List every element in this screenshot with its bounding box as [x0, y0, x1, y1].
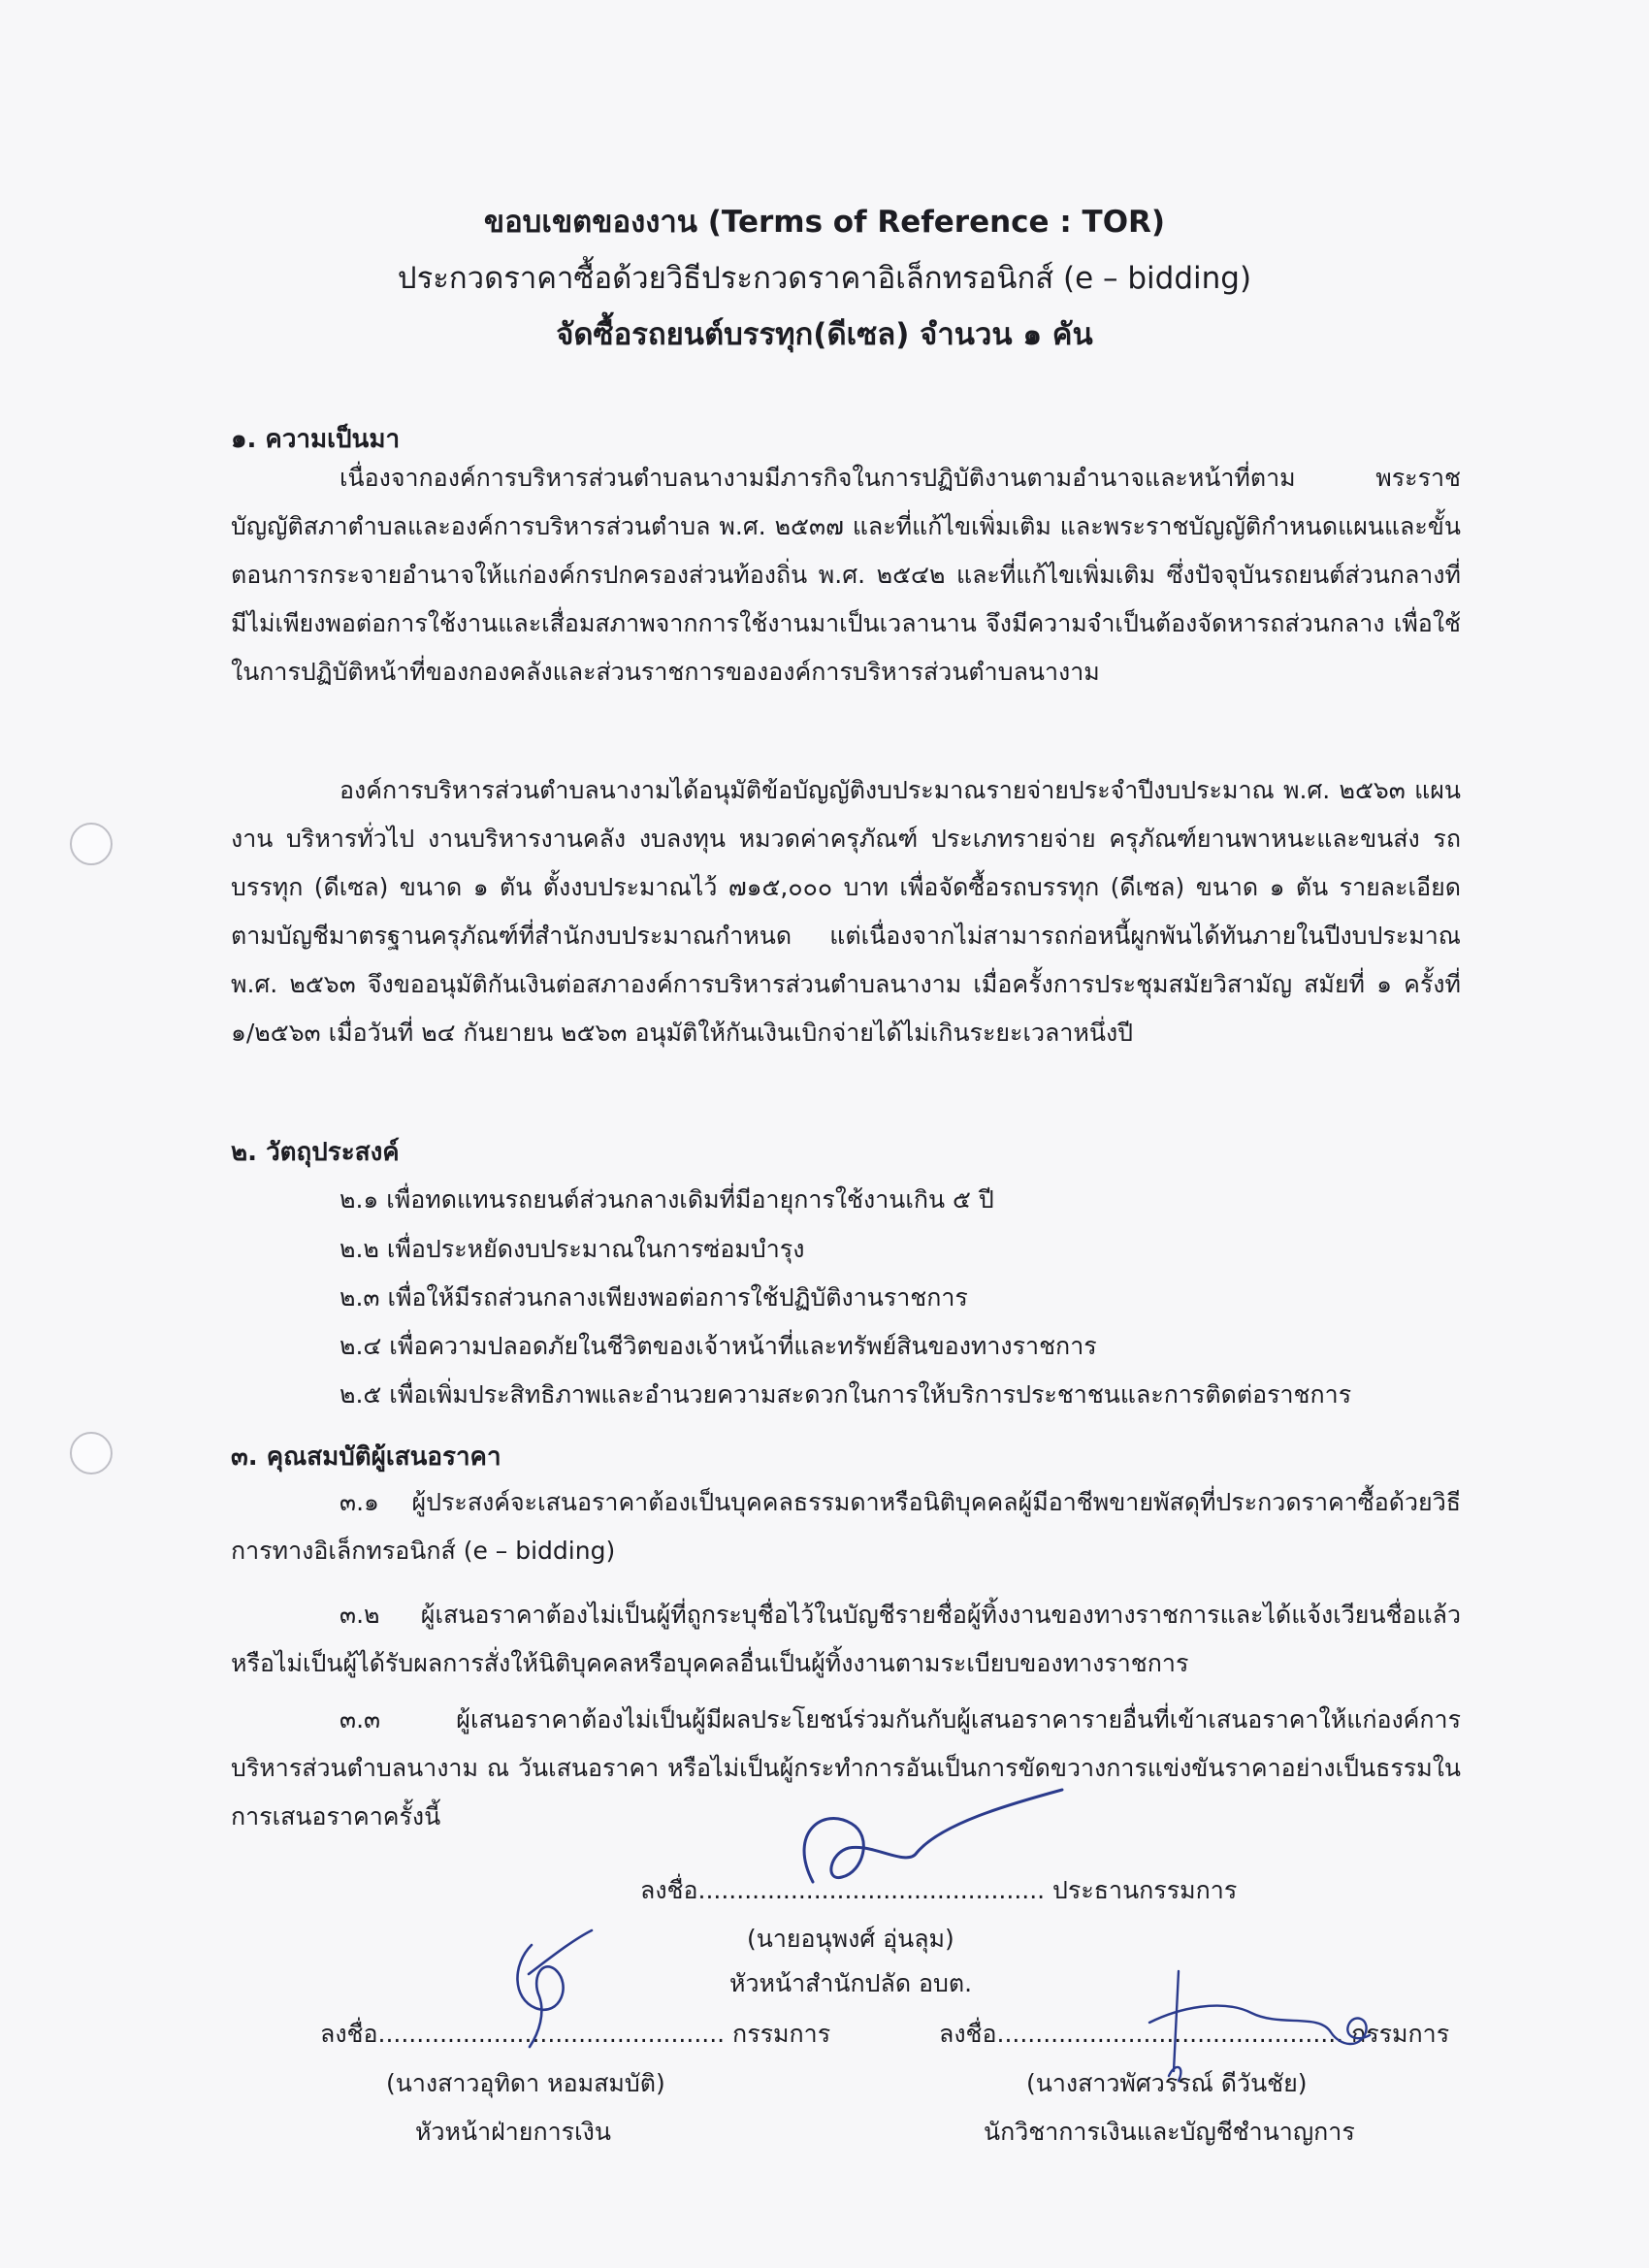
qualification-item: ๓.๒ ผู้เสนอราคาต้องไม่เป็นผู้ที่ถูกระบุชื่อไว้ในบัญชีรายชื่อผู้ทิ้งงานของทางราชการและได้แจ้งเวียนชื่อแล้ว หรือไม่เป็นผู้ได้รับผลการสั่งให้นิติบุคคลหรือบุคคลอื่นเป็นผู้ทิ้งงานตามระเบียบของทางราชการ: [231, 1601, 1461, 1677]
doc-subtitle: ประกวดราคาซื้อด้วยวิธีประกวดราคาอิเล็กทรอนิกส์ (e – bidding): [397, 261, 1252, 296]
chair-signature-line: ลงชื่อ............................................. ประธานกรรมการ: [640, 1876, 1238, 1904]
doc-subject: จัดซื้อรถยนต์บรรทุก(ดีเซล) จำนวน ๑ คัน: [556, 317, 1093, 352]
doc-title: ขอบเขตของงาน (Terms of Reference : TOR): [483, 205, 1166, 240]
punch-hole-top: [70, 823, 113, 865]
left-position: หัวหน้าฝ่ายการเงิน: [415, 2118, 611, 2146]
punch-hole-bottom: [70, 1432, 113, 1474]
qualification-item: ๓.๑ ผู้ประสงค์จะเสนอราคาต้องเป็นบุคคลธรรมดาหรือนิติบุคคลผู้มีอาชีพขายพัสดุที่ประกวดราคาซื้อด้วยวิธีการทางอิเล็กทรอนิกส์ (e – bidding): [231, 1488, 1461, 1565]
left-name: (นางสาวอุทิดา หอมสมบัติ): [386, 2069, 665, 2097]
background-paragraph-1: เนื่องจากองค์การบริหารส่วนตำบลนางามมีภารกิจในการปฏิบัติงานตามอำนาจและหน้าที่ตาม พระราชบัญญัติสภาตำบลและองค์การบริหารส่วนตำบล พ.ศ. ๒๕๓๗ และที่แก้ไขเพิ่มเติม และพระราชบัญญัติกำหนดแผนและขั้นตอนการกระจายอำนาจให้แก่องค์กรปกครองส่วนท้องถิ่น พ.ศ. ๒๕๔๒ และที่แก้ไขเพิ่มเติม ซึ่งปัจจุบันรถยนต์ส่วนกลางที่มีไม่เพียงพอต่อการใช้งานและเสื่อมสภาพจากการใช้งานมาเป็นเวลานาน จึงมีความจำเป็นต้องจัดหารถส่วนกลาง เพื่อใช้ในการปฏิบัติหน้าที่ของกองคลังและส่วนราชการขององค์การบริหารส่วนตำบลนางาม: [231, 464, 1461, 686]
right-name: (นางสาวพัศวรรณ์ ดีวันชัย): [1026, 2069, 1308, 2097]
objective-item: ๒.๒ เพื่อประหยัดงบประมาณในการซ่อมบำรุง: [340, 1235, 805, 1263]
right-position: นักวิชาการเงินและบัญชีชำนาญการ: [984, 2118, 1355, 2146]
objective-item: ๒.๑ เพื่อทดแทนรถยนต์ส่วนกลางเดิมที่มีอายุการใช้งานเกิน ๕ ปี: [340, 1185, 994, 1214]
objective-item: ๒.๓ เพื่อให้มีรถส่วนกลางเพียงพอต่อการใช้ปฏิบัติงานราชการ: [340, 1283, 968, 1312]
chair-name: (นายอนุพงศ์ อุ่นลุม): [747, 1925, 954, 1953]
background-paragraph-2: องค์การบริหารส่วนตำบลนางามได้อนุมัติข้อบัญญัติงบประมาณรายจ่ายประจำปีงบประมาณ พ.ศ. ๒๕๖๓ แผนงาน บริหารทั่วไป งานบริหารงานคลัง งบลงทุน หมวดค่าครุภัณฑ์ ประเภทรายจ่าย ครุภัณฑ์ยานพาหนะและขนส่ง รถบรรทุก (ดีเซล) ขนาด ๑ ตัน ตั้งงบประมาณไว้ ๗๑๕,๐๐๐ บาท เพื่อจัดซื้อรถบรรทุก (ดีเซล) ขนาด ๑ ตัน รายละเอียดตามบัญชีมาตรฐานครุภัณฑ์ที่สำนักงบประมาณกำหนด แต่เนื่องจากไม่สามารถก่อหนี้ผูกพันได้ทันภายในปีงบประมาณ พ.ศ. ๒๕๖๓ จึงขออนุมัติกันเงินต่อสภาองค์การบริหารส่วนตำบลนางาม เมื่อครั้งการประชุมสมัยวิสามัญ สมัยที่ ๑ ครั้งที่ ๑/๒๕๖๓ เมื่อวันที่ ๒๔ กันยายน ๒๕๖๓ อนุมัติให้กันเงินเบิกจ่ายได้ไม่เกินระยะเวลาหนึ่งปี: [231, 776, 1461, 1047]
objective-item: ๒.๕ เพื่อเพิ่มประสิทธิภาพและอำนวยความสะดวกในการให้บริการประชาชนและการติดต่อราชการ: [340, 1380, 1352, 1409]
section-heading-qualifications: ๓. คุณสมบัติผู้เสนอราคา: [231, 1442, 501, 1472]
right-signature-line: ลงชื่อ............................................. กรรมการ: [939, 2020, 1450, 2048]
qualification-item: ๓.๓ ผู้เสนอราคาต้องไม่เป็นผู้มีผลประโยชน์ร่วมกันกับผู้เสนอราคารายอื่นที่เข้าเสนอราคาให้แก่องค์การบริหารส่วนตำบลนางาม ณ วันเสนอราคา หรือไม่เป็นผู้กระทำการอันเป็นการขัดขวางการแข่งขันราคาอย่างเป็นธรรมในการเสนอราคาครั้งนี้: [231, 1705, 1461, 1831]
section-heading-objectives: ๒. วัตถุประสงค์: [231, 1138, 400, 1167]
chair-position: หัวหน้าสำนักปลัด อบต.: [729, 1969, 973, 1997]
section-heading-background: ๑. ความเป็นมา: [231, 425, 401, 454]
left-signature-line: ลงชื่อ............................................. กรรมการ: [320, 2020, 831, 2048]
objective-item: ๒.๔ เพื่อความปลอดภัยในชีวิตของเจ้าหน้าที่และทรัพย์สินของทางราชการ: [340, 1332, 1097, 1360]
